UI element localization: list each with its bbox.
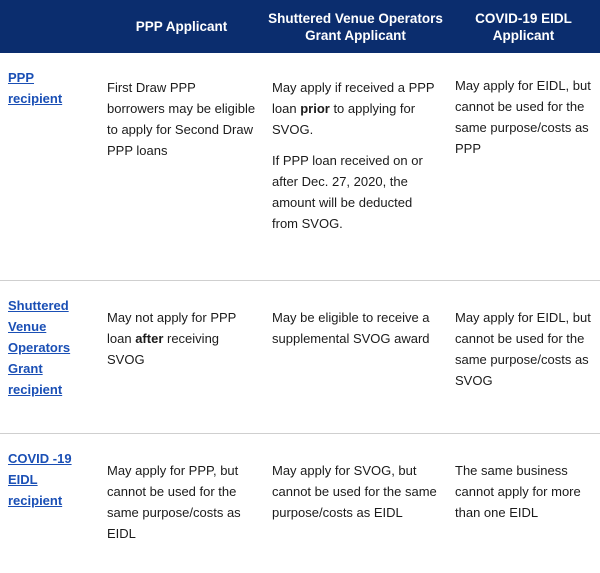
cell-note: If PPP loan received on or after Dec. 27, 2020, the amount will be deducted from SVOG.: [272, 150, 439, 234]
table-row: [0, 53, 600, 281]
cell-text: May apply for PPP, but cannot be used for the same purpose/costs as EIDL: [107, 460, 256, 544]
row-header-cell: [0, 53, 99, 281]
cell-text: The same business cannot apply for more than one EIDL: [455, 460, 592, 523]
table-header: [0, 0, 600, 53]
svog-recipient-link[interactable]: Shuttered Venue Operators Grant recipient: [8, 298, 70, 397]
text-fragment: May apply if received a PPP loan: [272, 80, 434, 116]
header-corner: [0, 0, 99, 53]
text-fragment: May not apply for PPP loan: [107, 310, 236, 346]
cell-ppp-recipient-svog: [264, 53, 447, 281]
row-header-cell: [0, 281, 99, 434]
header-row: [0, 0, 600, 53]
cell-ppp-recipient-eidl: [447, 53, 600, 281]
table-row: [0, 434, 600, 573]
cell-text: May apply for EIDL, but cannot be used for the same purpose/costs as SVOG: [455, 307, 592, 391]
emphasis-text: after: [135, 331, 163, 346]
table-row: [0, 281, 600, 434]
text-fragment: receiving SVOG: [107, 331, 219, 367]
cell-eidl-recipient-svog: [264, 434, 447, 573]
header-svog-applicant: Shuttered Venue Operators Grant Applicant: [264, 0, 447, 53]
cell-text: May be eligible to receive a supplemental SVOG award: [272, 307, 439, 349]
eidl-recipient-link[interactable]: COVID -19 EIDL recipient: [8, 451, 72, 508]
cell-eidl-recipient-eidl: [447, 434, 600, 573]
cell-text: [272, 77, 439, 140]
text-fragment: to applying for SVOG.: [272, 101, 415, 137]
cell-text: [107, 307, 256, 370]
cell-text: First Draw PPP borrowers may be eligible to apply for Second Draw PPP loans: [107, 77, 256, 161]
cell-text: May apply for EIDL, but cannot be used for the same purpose/costs as PPP: [455, 75, 592, 159]
emphasis-text: prior: [300, 101, 330, 116]
header-ppp-applicant: PPP Applicant: [99, 0, 264, 53]
cell-eidl-recipient-ppp: [99, 434, 264, 573]
header-eidl-applicant: COVID-19 EIDL Applicant: [447, 0, 600, 53]
cell-svog-recipient-ppp: [99, 281, 264, 434]
cell-ppp-recipient-ppp: [99, 53, 264, 281]
cell-svog-recipient-svog: [264, 281, 447, 434]
cell-text: May apply for SVOG, but cannot be used for the same purpose/costs as EIDL: [272, 460, 439, 523]
row-header-cell: [0, 434, 99, 573]
cell-svog-recipient-eidl: [447, 281, 600, 434]
ppp-recipient-link[interactable]: PPP recipient: [8, 70, 62, 106]
